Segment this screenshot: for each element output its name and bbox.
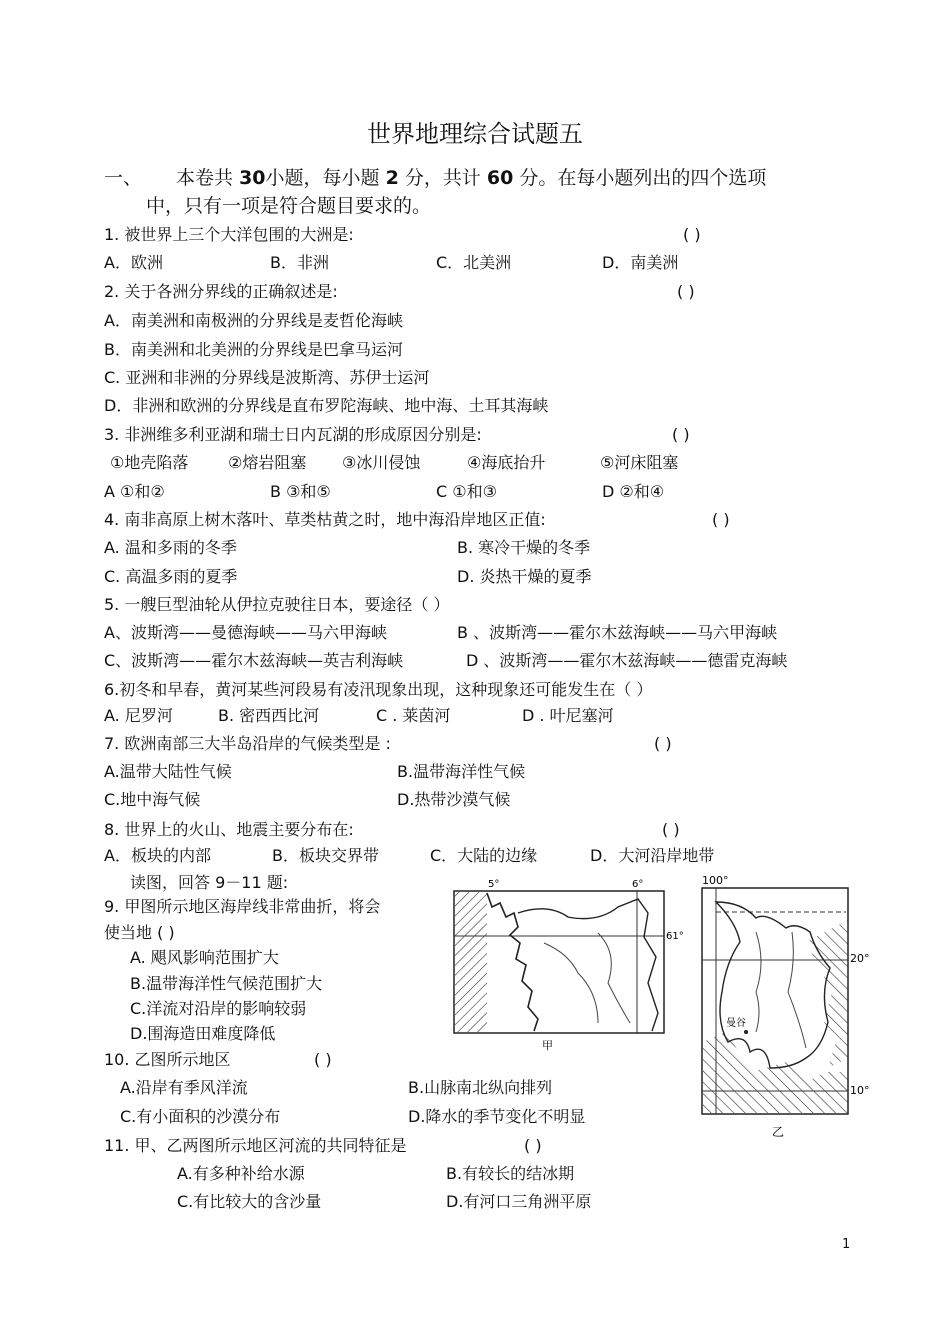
option-1b: B．非洲	[270, 253, 329, 272]
option-5a: A、波斯湾——曼德海峡——马六甲海峡	[104, 623, 387, 642]
option-1c: C．北美洲	[436, 253, 512, 272]
map-yi-city-label: 曼谷	[726, 1018, 746, 1029]
option-6d: D . 叶尼塞河	[522, 706, 614, 725]
option-3d: D ②和④	[602, 482, 665, 501]
map-jia-lon-6: 6°	[632, 879, 644, 890]
answer-blank-10: ( )	[314, 1050, 332, 1069]
option-7c: C.地中海气候	[104, 790, 201, 809]
map-jia-sea-hatch	[455, 892, 487, 1032]
question-6-stem: 6.初冬和早春，黄河某些河段易有凌汛现象出现，这种现象还可能发生在（ ）	[104, 680, 653, 699]
page-title: 世界地理综合试题五	[367, 120, 583, 148]
question-2-stem: 2. 关于各洲分界线的正确叙述是:	[104, 282, 338, 301]
choice-3-5: ⑤河床阻塞	[600, 453, 679, 472]
option-6a: A. 尼罗河	[104, 706, 173, 725]
option-9d: D.围海造田难度降低	[130, 1024, 276, 1043]
map-jia-lat-61: 61°	[666, 931, 684, 942]
option-2c: C. 亚洲和非洲的分界线是波斯湾、苏伊士运河	[104, 368, 430, 387]
option-8c: C．大陆的边缘	[430, 846, 538, 865]
map-jia	[448, 873, 690, 1065]
section-instructions: 本卷共 30小题，每小题 2 分，共计 60 分。在每小题列出的四个选项	[176, 167, 767, 189]
option-8b: B．板块交界带	[272, 846, 379, 865]
option-5d: D 、波斯湾——霍尔木兹海峡——德雷克海峡	[466, 651, 788, 670]
question-8-stem: 8. 世界上的火山、地震主要分布在:	[104, 820, 354, 839]
option-5b: B 、波斯湾——霍尔木兹海峡——马六甲海峡	[457, 623, 778, 642]
map-jia-caption: 甲	[542, 1039, 553, 1052]
option-7a: A.温带大陆性气候	[104, 762, 232, 781]
section-number: 一、	[104, 167, 143, 189]
map-yi	[696, 872, 874, 1144]
question-1-stem: 1. 被世界上三个大洋包围的大洲是:	[104, 225, 354, 244]
question-7-stem: 7. 欧洲南部三大半岛沿岸的气候类型是 :	[104, 734, 391, 753]
option-3c: C ①和③	[436, 482, 497, 501]
option-11d: D.有河口三角洲平原	[446, 1192, 592, 1211]
option-1a: A．欧洲	[104, 253, 163, 272]
answer-blank-2: ( )	[677, 282, 695, 301]
question-5-stem: 5. 一艘巨型油轮从伊拉克驶往日本，要途径（ ）	[104, 595, 450, 614]
option-11b: B.有较长的结冰期	[446, 1164, 575, 1183]
option-8d: D．大河沿岸地带	[590, 846, 715, 865]
question-10-stem: 10. 乙图所示地区	[104, 1050, 231, 1069]
question-9-stem: 9. 甲图所示地区海岸线非常曲折，将会	[104, 897, 381, 916]
answer-blank-3: ( )	[672, 425, 690, 444]
section-instructions-line2: 中，只有一项是符合题目要求的。	[146, 195, 432, 217]
option-6c: C . 莱茵河	[376, 706, 451, 725]
option-7d: D.热带沙漠气候	[397, 790, 511, 809]
question-9-stem-line2: 使当地 ( )	[104, 923, 175, 942]
question-11-stem: 11. 甲、乙两图所示地区河流的共同特征是	[104, 1136, 407, 1155]
option-10a: A.沿岸有季风洋流	[120, 1078, 248, 1097]
answer-blank-1: ( )	[683, 225, 701, 244]
option-1d: D．南美洲	[602, 253, 679, 272]
answer-blank-11: ( )	[524, 1136, 542, 1155]
option-10b: B.山脉南北纵向排列	[408, 1078, 553, 1097]
choice-3-2: ②熔岩阻塞	[228, 453, 307, 472]
page-number: 1	[842, 1237, 851, 1252]
answer-blank-7: ( )	[654, 734, 672, 753]
option-9a: A. 飓风影响范围扩大	[130, 948, 279, 967]
map-yi-lat-20: 20°	[850, 952, 870, 965]
option-10c: C.有小面积的沙漠分布	[120, 1107, 281, 1126]
option-9c: C.洋流对沿岸的影响较弱	[130, 999, 307, 1018]
option-11a: A.有多种补给水源	[177, 1164, 305, 1183]
option-4d: D. 炎热干燥的夏季	[457, 567, 592, 586]
map-yi-bangkok-dot	[744, 1030, 748, 1034]
option-4a: A. 温和多雨的冬季	[104, 538, 237, 557]
option-2a: A．南美洲和南极洲的分界线是麦哲伦海峡	[104, 311, 403, 330]
option-6b: B. 密西西比河	[218, 706, 320, 725]
option-11c: C.有比较大的含沙量	[177, 1192, 322, 1211]
answer-blank-8: ( )	[662, 820, 680, 839]
option-9b: B.温带海洋性气候范围扩大	[130, 974, 323, 993]
choice-3-4: ④海底抬升	[467, 453, 546, 472]
choice-3-3: ③冰川侵蚀	[342, 453, 421, 472]
option-8a: A．板块的内部	[104, 846, 211, 865]
option-5c: C、波斯湾——霍尔木兹海峡—英吉利海峡	[104, 651, 404, 670]
question-3-stem: 3. 非洲维多利亚湖和瑞士日内瓦湖的形成原因分别是:	[104, 425, 482, 444]
map-yi-lat-10: 10°	[850, 1084, 870, 1097]
answer-blank-4: ( )	[712, 510, 730, 529]
map-question-intro: 读图，回答 9－11 题:	[130, 873, 289, 892]
option-2d: D．非洲和欧洲的分界线是直布罗陀海峡、地中海、土耳其海峡	[104, 396, 549, 415]
choice-3-1: ①地壳陷落	[110, 453, 189, 472]
option-3a: A ①和②	[104, 482, 165, 501]
map-yi-lon-100: 100°	[702, 874, 729, 887]
option-4b: B. 寒冷干燥的冬季	[457, 538, 591, 557]
question-4-stem: 4. 南非高原上树木落叶、草类枯黄之时，地中海沿岸地区正值:	[104, 510, 546, 529]
map-yi-caption: 乙	[772, 1125, 785, 1139]
option-2b: B．南美洲和北美洲的分界线是巴拿马运河	[104, 340, 403, 359]
map-jia-lon-5: 5°	[488, 879, 500, 890]
option-3b: B ③和⑤	[270, 482, 331, 501]
option-4c: C. 高温多雨的夏季	[104, 567, 238, 586]
option-7b: B.温带海洋性气候	[397, 762, 526, 781]
option-10d: D.降水的季节变化不明显	[408, 1107, 586, 1126]
